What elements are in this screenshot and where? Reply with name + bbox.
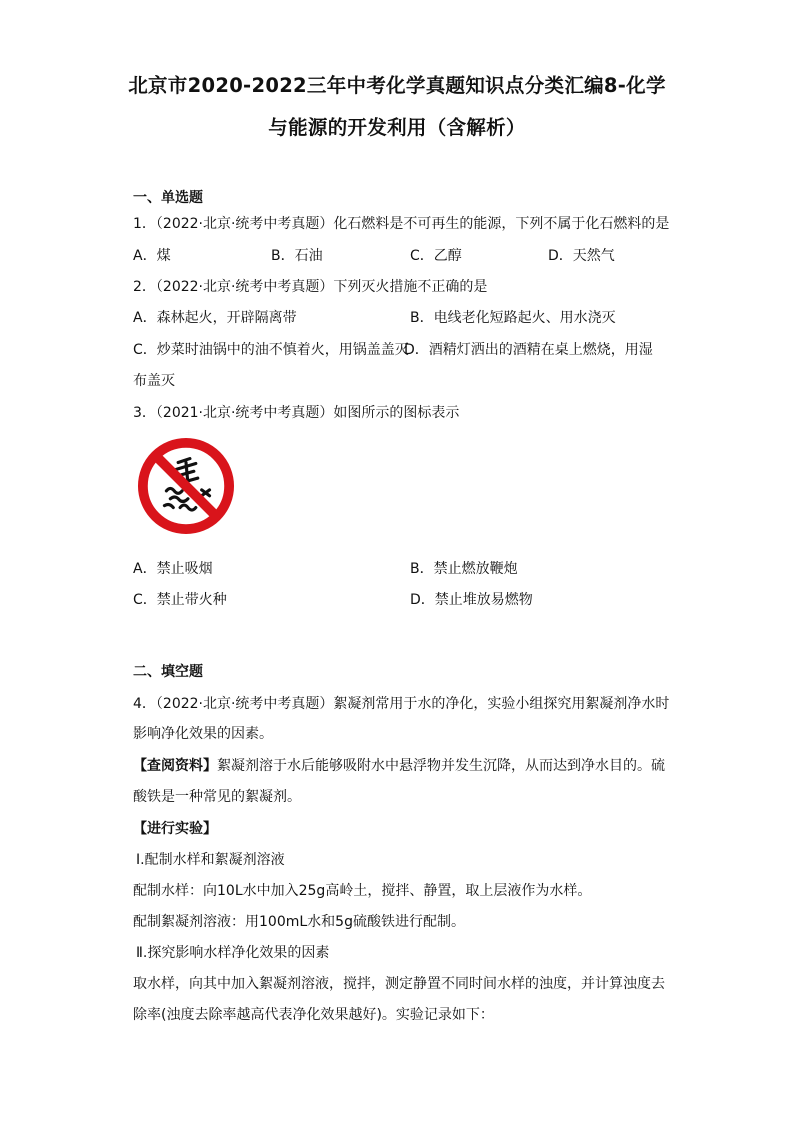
experiment-label-text: 【进行实验】 [133, 821, 217, 837]
part-1-flocculant-solution: 配制絮凝剂溶液：用100mL水和5g硫酸铁进行配制。 [133, 914, 465, 930]
question-4-stem-line-2: 影响净化效果的因素。 [133, 726, 273, 742]
question-1-option-b: B．石油 [271, 248, 323, 264]
question-1-stem: 1．（2022·北京·统考中考真题）化石燃料是不可再生的能源，下列不属于化石燃料的是 [133, 216, 670, 232]
document-title-line-2: 与能源的开发利用（含解析） [268, 116, 526, 139]
reference-label: 【查阅资料】 [133, 758, 217, 774]
question-2-option-b: B．电线老化短路起火、用水浇灭 [410, 310, 616, 326]
question-3-option-a: A．禁止吸烟 [133, 561, 213, 577]
question-2-stem: 2．（2022·北京·统考中考真题）下列灭火措施不正确的是 [133, 279, 488, 295]
document-title-line-1: 北京市2020-2022三年中考化学真题知识点分类汇编8-化学 [128, 74, 666, 97]
reference-text: 絮凝剂溶于水后能够吸附水中悬浮物并发生沉降，从而达到净水目的。硫 [217, 758, 665, 774]
part-1-water-sample: 配制水样：向10L水中加入25g高岭土，搅拌、静置，取上层液作为水样。 [133, 883, 592, 899]
question-3-option-b: B．禁止燃放鞭炮 [410, 561, 518, 577]
part-2-title: Ⅱ.探究影响水样净化效果的因素 [136, 945, 330, 961]
question-3-option-c: C．禁止带火种 [133, 592, 227, 608]
question-2-option-c: C．炒菜时油锅中的油不慎着火，用锅盖盖灭 [133, 342, 409, 358]
question-2-option-d-continued: 布盖灭 [133, 373, 175, 389]
section-heading-single-choice: 一、单选题 [133, 190, 203, 206]
question-1-option-d: D．天然气 [548, 248, 615, 264]
section-heading-fill-in: 二、填空题 [133, 664, 203, 680]
question-3-stem: 3．（2021·北京·统考中考真题）如图所示的图标表示 [133, 405, 460, 421]
question-1-option-c: C．乙醇 [410, 248, 462, 264]
part-1-title: Ⅰ.配制水样和絮凝剂溶液 [136, 852, 285, 868]
experiment-label [133, 818, 217, 838]
question-4-stem-line-1: 4．（2022·北京·统考中考真题）絮凝剂常用于水的净化，实验小组探究用絮凝剂净水时 [133, 696, 670, 712]
question-2-option-d: D．酒精灯洒出的酒精在桌上燃烧，用湿 [404, 342, 653, 358]
no-firecrackers-sign-icon [137, 437, 235, 535]
question-4-reference-line-1 [133, 755, 665, 775]
question-1-option-a: A．煤 [133, 248, 171, 264]
part-2-procedure-line-2: 除率(浊度去除率越高代表净化效果越好)。实验记录如下： [133, 1007, 494, 1023]
question-4-reference-line-2: 酸铁是一种常见的絮凝剂。 [133, 789, 301, 805]
question-2-option-a: A．森林起火，开辟隔离带 [133, 310, 297, 326]
part-2-procedure-line-1: 取水样，向其中加入絮凝剂溶液，搅拌，测定静置不同时间水样的浊度，并计算浊度去 [133, 976, 665, 992]
question-3-option-d: D．禁止堆放易燃物 [410, 592, 533, 608]
